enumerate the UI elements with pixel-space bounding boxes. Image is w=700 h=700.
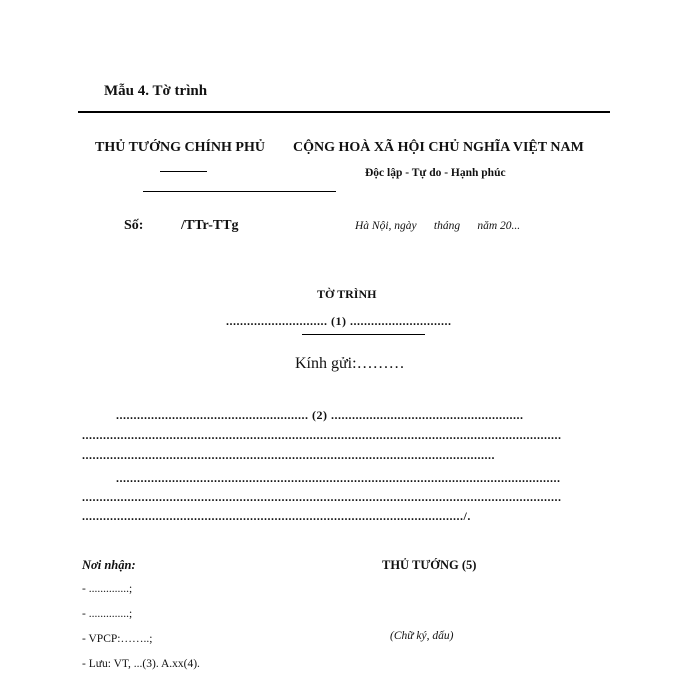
nation-title: CỘNG HOÀ XÃ HỘI CHỦ NGHĨA VIỆT NAM xyxy=(293,140,584,155)
top-rule xyxy=(78,111,610,113)
body-p1-line1: ....................................................... (2) ....................................................... xyxy=(116,408,524,422)
number-label: Số: xyxy=(124,218,144,233)
body-p1-line3: ...................................................................................................................... xyxy=(82,448,495,462)
signature-note: (Chữ ký, dấu) xyxy=(390,630,454,642)
body-p1-line2: ......................................................................................................................................... xyxy=(82,428,562,442)
form-title: Mẫu 4. Tờ trình xyxy=(104,83,208,99)
motto: Độc lập - Tự do - Hạnh phúc xyxy=(365,167,506,179)
recipient-item: - Lưu: VT, ...(3). A.xx(4). xyxy=(82,658,200,670)
body-p2-line2: ......................................................................................................................................... xyxy=(82,490,562,504)
number-code: /TTr-TTg xyxy=(181,218,239,233)
recipient-item: - ..............; xyxy=(82,583,133,595)
recipient-item: - VPCP:……..; xyxy=(82,633,153,645)
subject-underline xyxy=(302,334,425,335)
header-divider xyxy=(143,191,336,192)
doc-type: TỜ TRÌNH xyxy=(317,287,377,301)
signature-title: THỦ TƯỚNG (5) xyxy=(382,558,477,572)
issuer-underline xyxy=(160,171,207,172)
subject-line: ............................. (1) ............................. xyxy=(226,314,452,328)
issuer: THỦ TƯỚNG CHÍNH PHỦ xyxy=(95,140,265,155)
body-p2-line1: ............................................................................................................................... xyxy=(116,471,561,485)
body-p2-line3: ............................................................................................................./. xyxy=(82,509,471,523)
place-date: Hà Nội, ngày tháng năm 20... xyxy=(355,220,521,232)
recipients-label: Nơi nhận: xyxy=(82,558,136,572)
recipient-item: - ..............; xyxy=(82,608,133,620)
salutation: Kính gửi:……… xyxy=(295,355,405,372)
